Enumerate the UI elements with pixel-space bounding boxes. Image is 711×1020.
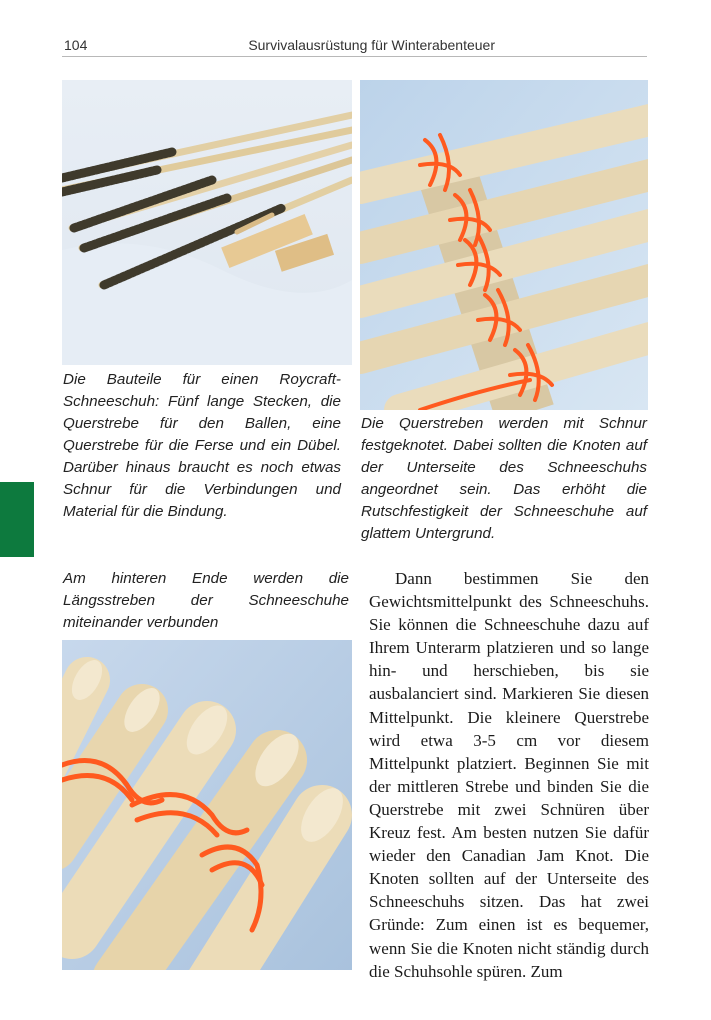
running-title: Survivalausrüstung für Winterabenteuer — [248, 37, 495, 53]
photo-snowshoe-parts — [62, 80, 352, 365]
body-paragraph: Dann bestimmen Sie den Gewichtsmittelpunkt des Schneeschuhs. Sie können die Schneeschuhe dazu auf Ihrem Unterarm platzieren und so lange hin- und herschieben, bis sie ausbalanciert sind. Markieren Sie diesen Mittelpunkt. Die kleinere Querstrebe wird etwa 3-5 cm vor diesem Mittelpunkt platziert. Beginnen Sie mit der mittleren Strebe und binden Sie die Querstrebe mit zwei Schnüren über Kreuz fest. Am besten nutzen Sie dafür wieder den Canadian Jam Knot. Die Knoten sollten auf der Unterseite des Schneeschuhs sitzen. Das hat zwei Gründe: Zum einen ist es bequemer, wenn Sie die Knoten nicht ständig durch die Schuhsohle spüren. Zum — [369, 569, 649, 981]
chapter-tab-marker — [0, 482, 34, 557]
caption-crossbar-lashing: Die Querstreben werden mit Schnur festgeknotet. Dabei sollten die Knoten auf der Unterseite des Schneeschuhs angeordnet sein. Das erhöht die Rutschfestigkeit der Schneeschuhe auf glattem Untergrund. — [361, 415, 647, 542]
photo-rear-end-binding — [62, 640, 352, 970]
caption-snowshoe-parts: Die Bauteile für einen Roycraft-Schneeschuh: Fünf lange Stecken, die Querstrebe für den Ballen, eine Querstrebe für die Ferse und ein Dübel. Darüber hinaus braucht es noch etwas Schnur für die Verbindungen und Material für die Bindung. — [63, 371, 341, 520]
photo-crossbar-lashing — [360, 80, 648, 410]
page-header — [62, 36, 647, 57]
page-number: 104 — [64, 37, 88, 53]
caption-rear-end: Am hinteren Ende werden die Längsstreben der Schneeschuhe miteinander verbunden — [63, 570, 349, 631]
